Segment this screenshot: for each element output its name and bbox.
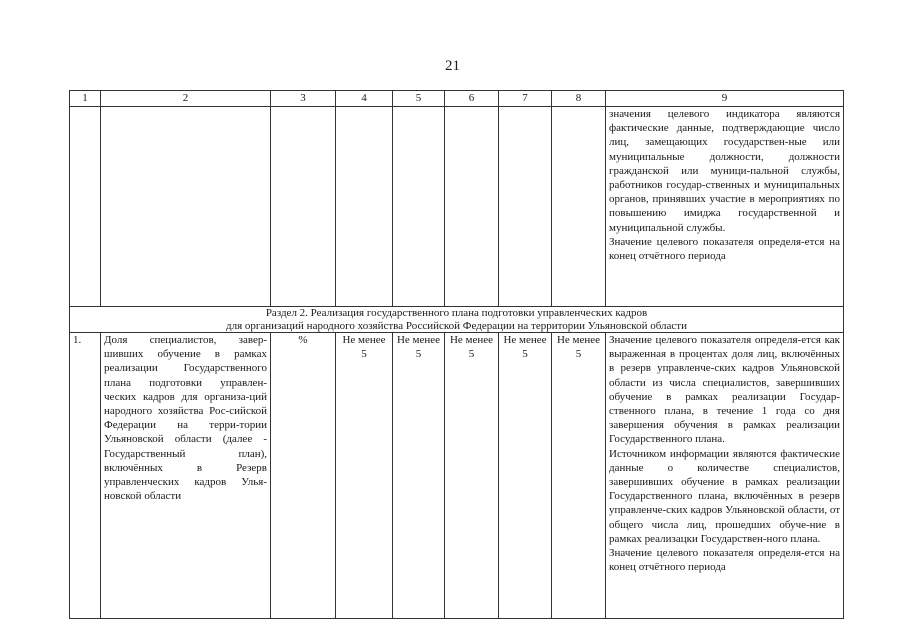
page-number: 21 [445, 58, 460, 74]
method-paragraph: Значение целевого показателя определя-ется на конец отчётного периода [609, 547, 840, 574]
column-header: 7 [499, 91, 552, 107]
column-header: 6 [445, 91, 499, 107]
target-value-cell: Не менее 5 [445, 333, 499, 619]
empty-cell [393, 107, 445, 307]
section-heading-line: для организаций народного хозяйства Российской Федерации на территории Ульяновской области [225, 319, 687, 332]
unit-cell: % [271, 333, 336, 619]
empty-cell [552, 107, 606, 307]
indicator-row [70, 333, 844, 619]
column-header: 5 [393, 91, 445, 107]
section-heading-row [70, 307, 844, 333]
empty-cell [101, 107, 271, 307]
empty-cell [499, 107, 552, 307]
column-header: 9 [606, 91, 844, 107]
row-number: 1. [70, 333, 101, 619]
empty-cell [445, 107, 499, 307]
empty-cell [70, 107, 101, 307]
column-header: 3 [271, 91, 336, 107]
column-number-row [70, 91, 844, 107]
method-paragraph: значения целевого индикатора являются фактические данные, подтверждающие число лиц, замещающих государствен-ные или муниципальные должности, должности гражданской или муници-пальной службы, работников государ-ственных и муниципальных органов, принявших участие в мероприятиях по повышению имиджа государственной и муниципальной службы. [609, 108, 840, 234]
column-header: 1 [70, 91, 101, 107]
method-paragraph: Значение целевого показателя определя-ется на конец отчётного периода [609, 235, 840, 263]
empty-cell [271, 107, 336, 307]
section-heading [70, 307, 844, 333]
target-value-cell: Не менее 5 [499, 333, 552, 619]
continuation-row [70, 107, 844, 307]
method-description-cell [606, 107, 844, 307]
indicator-name: Доля специалистов, завер-шивших обучение в рамках реализации Государственного плана подготовки управлен-ческих кадров для организа-ций народного хозяйства Рос-сийской Федерации на терри-тории Ульяновской области (далее - Государственный план), включённых в Резерв управленческих кадров Улья-новской области [101, 333, 271, 619]
target-value-cell: Не менее 5 [336, 333, 393, 619]
column-header: 2 [101, 91, 271, 107]
column-header: 8 [552, 91, 606, 107]
column-header: 4 [336, 91, 393, 107]
indicator-table [69, 90, 844, 619]
target-value-cell: Не менее 5 [393, 333, 445, 619]
method-description-cell [606, 333, 844, 619]
method-paragraph: Значение целевого показателя определя-ется как выраженная в процентах доля лиц, включённых в резерв управленче-ских кадров Ульяновской области из числа специалистов, завершивших обучение в рамках реализации Государ-ственного плана, в течение 1 года со дня завершения обучения в рамках реализации Государственного плана. [609, 334, 840, 446]
target-value-cell: Не менее 5 [552, 333, 606, 619]
section-heading-line: Раздел 2. Реализация государственного плана подготовки управленческих кадров [265, 307, 648, 319]
method-paragraph: Источником информации являются фактические данные о количестве специалистов, завершивших обучение в рамках реализации Государственного плана, включённых в резерв управленче-ских кадров Ульяновской области, от общего числа лиц, прошедших обуче-ние в рамках реализацки Государствен-ного плана. [609, 447, 840, 545]
empty-cell [336, 107, 393, 307]
